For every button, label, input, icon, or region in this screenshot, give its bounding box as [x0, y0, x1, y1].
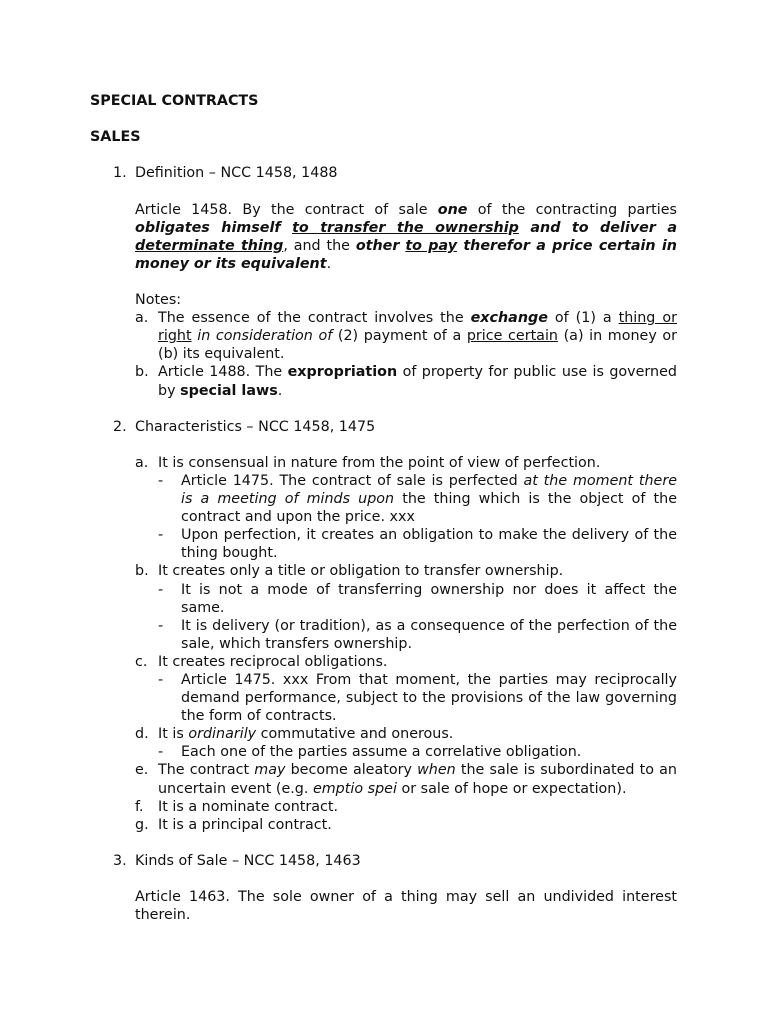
bullet-item: - Upon perfection, it creates an obligation to make the delivery of the thing bought. — [158, 527, 677, 562]
note-b: b. Article 1488. The expropriation of property for public use is governed by special laws. — [135, 364, 677, 399]
section-kinds-of-sale — [90, 852, 677, 924]
section-definition — [90, 164, 677, 399]
bullet-item: - Article 1475. xxx From that moment, the parties may reciprocally demand performance, subject to the provisions of the law governing the form of contracts. — [158, 672, 677, 725]
characteristic-d: d. It is ordinarily commutative and onerous. - Each one of the parties assume a correlative obligation. — [135, 725, 677, 761]
characteristic-e: e. The contract may become aleatory when the sale is subordinated to an uncertain event (e.g. emptio spei or sale of hope or expectation). — [135, 762, 677, 797]
notes-label: Notes: — [135, 292, 182, 309]
section-number: 1. — [113, 165, 127, 182]
section-number: 2. — [113, 418, 127, 435]
note-label: a. — [135, 310, 149, 327]
article-1463: Article 1463. The sole owner of a thing may sell an undivided interest therein. — [135, 889, 677, 924]
characteristic-g: g. It is a principal contract. — [135, 816, 332, 833]
bullet-item: - Each one of the parties assume a correlative obligation. — [158, 744, 582, 761]
article-1458: Article 1458. By the contract of sale one of the contracting parties obligates himself to transfer the ownership and to deliver a determinate thing, and the other to pay therefor a price certain in money or its equivalent. — [135, 201, 677, 272]
characteristic-f: f. It is a nominate contract. — [135, 798, 339, 815]
section-heading: Definition – NCC 1458, 1488 — [135, 165, 338, 182]
section-characteristics — [90, 418, 677, 834]
section-number: 3. — [113, 852, 127, 869]
bullet-item: - It is delivery (or tradition), as a consequence of the perfection of the sale, which transfers ownership. — [158, 617, 677, 652]
characteristic-a: a. It is consensual in nature from the point of view of perfection. - Article 1475. The contract of sale is perfected at the moment there is a meeting of minds upon the thing which is the object of the contract and upon the price. xxx - Upon perfection, it creates an obligation to make the delivery of the thing bought. — [135, 454, 677, 562]
bullet-item: - It is not a mode of transferring ownership nor does it affect the same. — [158, 581, 677, 616]
section-heading: Characteristics – NCC 1458, 1475 — [135, 418, 376, 435]
section-heading: Kinds of Sale – NCC 1458, 1463 — [135, 852, 361, 869]
note-a: a. The essence of the contract involves the exchange of (1) a thing or right in consideration of (2) payment of a price certain (a) in money or (b) its equivalent. — [135, 310, 678, 363]
characteristic-c: c. It creates reciprocal obligations. - Article 1475. xxx From that moment, the parties may reciprocally demand performance, subject to the provisions of the law governing the form of contracts. — [135, 653, 677, 725]
document-title: SPECIAL CONTRACTS — [90, 93, 259, 109]
document-subtitle: SALES — [90, 129, 141, 146]
document-page — [90, 92, 677, 924]
note-label: b. — [135, 364, 149, 381]
bullet-item: - Article 1475. The contract of sale is perfected at the moment there is a meeting of minds upon the thing which is the object of the contract and upon the price. xxx — [158, 472, 677, 526]
characteristic-b: b. It creates only a title or obligation to transfer ownership. - It is not a mode of transferring ownership nor does it affect the same. - It is delivery (or tradition), as a consequence of the perfection of the sale, which transfers ownership. — [135, 563, 677, 652]
